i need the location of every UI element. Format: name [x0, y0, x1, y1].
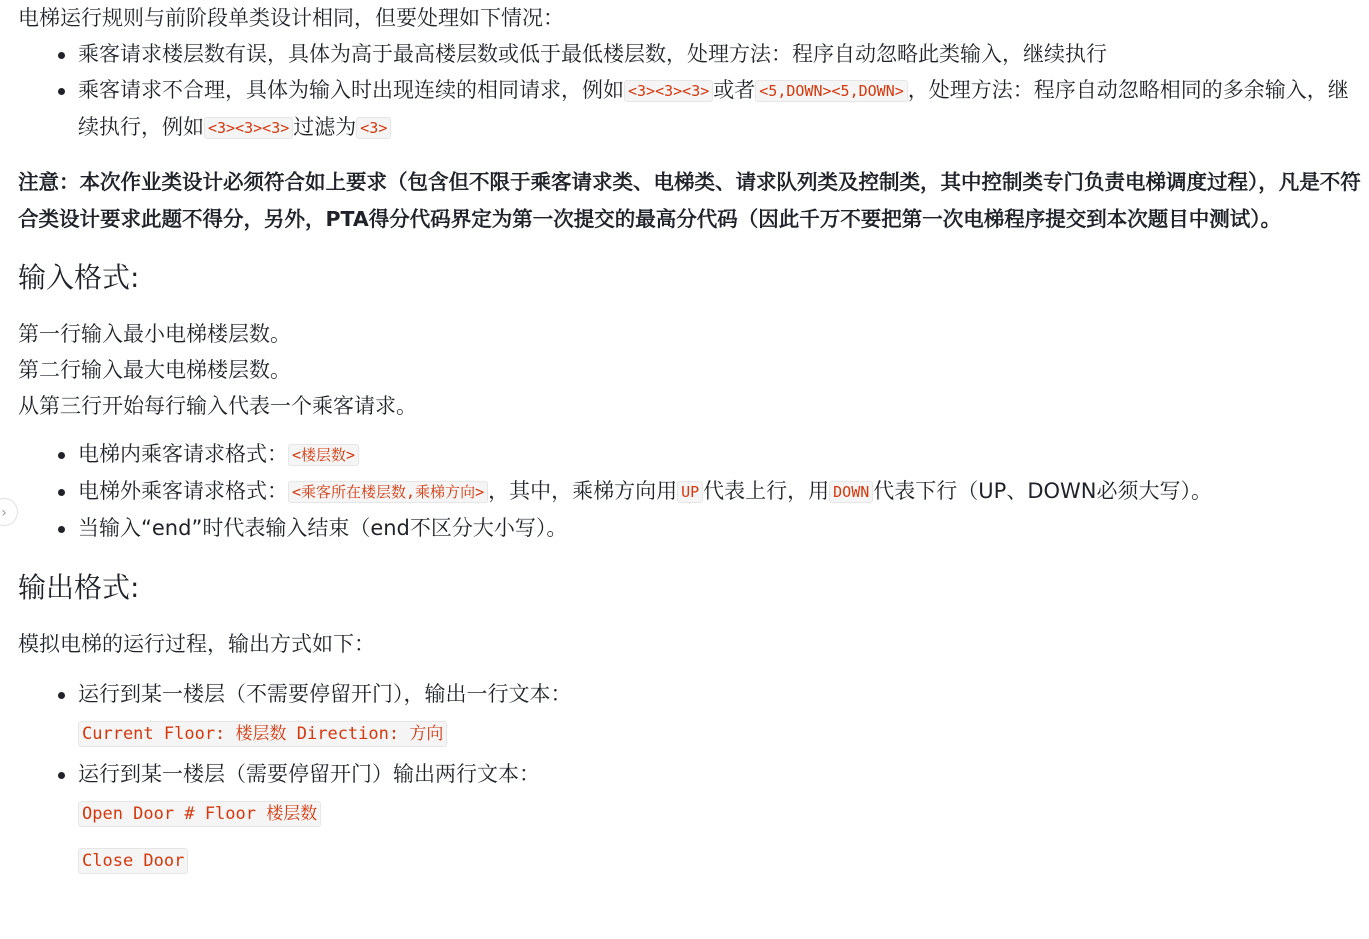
note-paragraph: 注意：本次作业类设计必须符合如上要求（包含但不限于乘客请求类、电梯类、请求队列类及控制类，其中控制类专门负责电梯调度过程），凡是不符合类设计要求此题不得分，另外，PTA得分代码界定为第一次提交的最高分代码（因此千万不要把第一次电梯程序提交到本次题目中测试）。	[18, 170, 1361, 231]
list-item: 电梯内乘客请求格式： <楼层数>	[18, 436, 1363, 473]
inline-code: DOWN	[829, 481, 873, 503]
list-item: 运行到某一楼层（需要停留开门）输出两行文本： Open Door # Floor 楼层数 Close Door	[18, 756, 1363, 877]
inline-code: <乘客所在楼层数,乘梯方向>	[288, 481, 488, 503]
inline-code: <楼层数>	[288, 444, 359, 466]
inline-code: <3>	[356, 117, 391, 139]
special-cases-list	[18, 36, 1363, 146]
inline-code: UP	[677, 481, 703, 503]
problem-description	[18, 0, 1363, 877]
inline-code: <3><3><3>	[204, 117, 293, 139]
list-item: 电梯外乘客请求格式： <乘客所在楼层数,乘梯方向> ，其中，乘梯方向用 UP 代表上行，用 DOWN 代表下行（UP、DOWN必须大写）。	[18, 473, 1363, 510]
intro-text: 电梯运行规则与前阶段单类设计相同，但要处理如下情况：	[18, 6, 564, 30]
list-item: 运行到某一楼层（不需要停留开门），输出一行文本： Current Floor: 楼层数 Direction: 方向	[18, 676, 1363, 750]
input-format-heading: 输入格式:	[18, 261, 140, 294]
list-item: 当输入“end”时代表输入结束（end不区分大小写）。	[18, 510, 1363, 546]
inline-code: <5,DOWN><5,DOWN>	[755, 80, 908, 102]
list-item: 乘客请求楼层数有误，具体为高于最高楼层数或低于最低楼层数，处理方法：程序自动忽略此类输入，继续执行	[18, 36, 1363, 72]
code-block: Open Door # Floor 楼层数	[78, 801, 321, 827]
input-line: 第一行输入最小电梯楼层数。	[18, 322, 291, 346]
list-item: 乘客请求不合理，具体为输入时出现连续的相同请求，例如 <3><3><3> 或者 <5,DOWN><5,DOWN> ，处理方法：程序自动忽略相同的多余输入，继续执行，例如 <3><3><3> 过滤为 <3>	[18, 72, 1363, 146]
code-block: Current Floor: 楼层数 Direction: 方向	[78, 721, 447, 747]
output-intro: 模拟电梯的运行过程，输出方式如下：	[18, 632, 375, 656]
inline-code: <3><3><3>	[624, 80, 713, 102]
output-format-heading: 输出格式:	[18, 571, 140, 604]
input-line: 从第三行开始每行输入代表一个乘客请求。	[18, 394, 417, 418]
output-format-list	[18, 676, 1363, 877]
chevron-right-icon[interactable]: ›	[0, 498, 18, 526]
input-format-list	[18, 436, 1363, 546]
input-format-lines	[18, 316, 1363, 424]
input-line: 第二行输入最大电梯楼层数。	[18, 358, 291, 382]
code-block: Close Door	[78, 848, 188, 874]
